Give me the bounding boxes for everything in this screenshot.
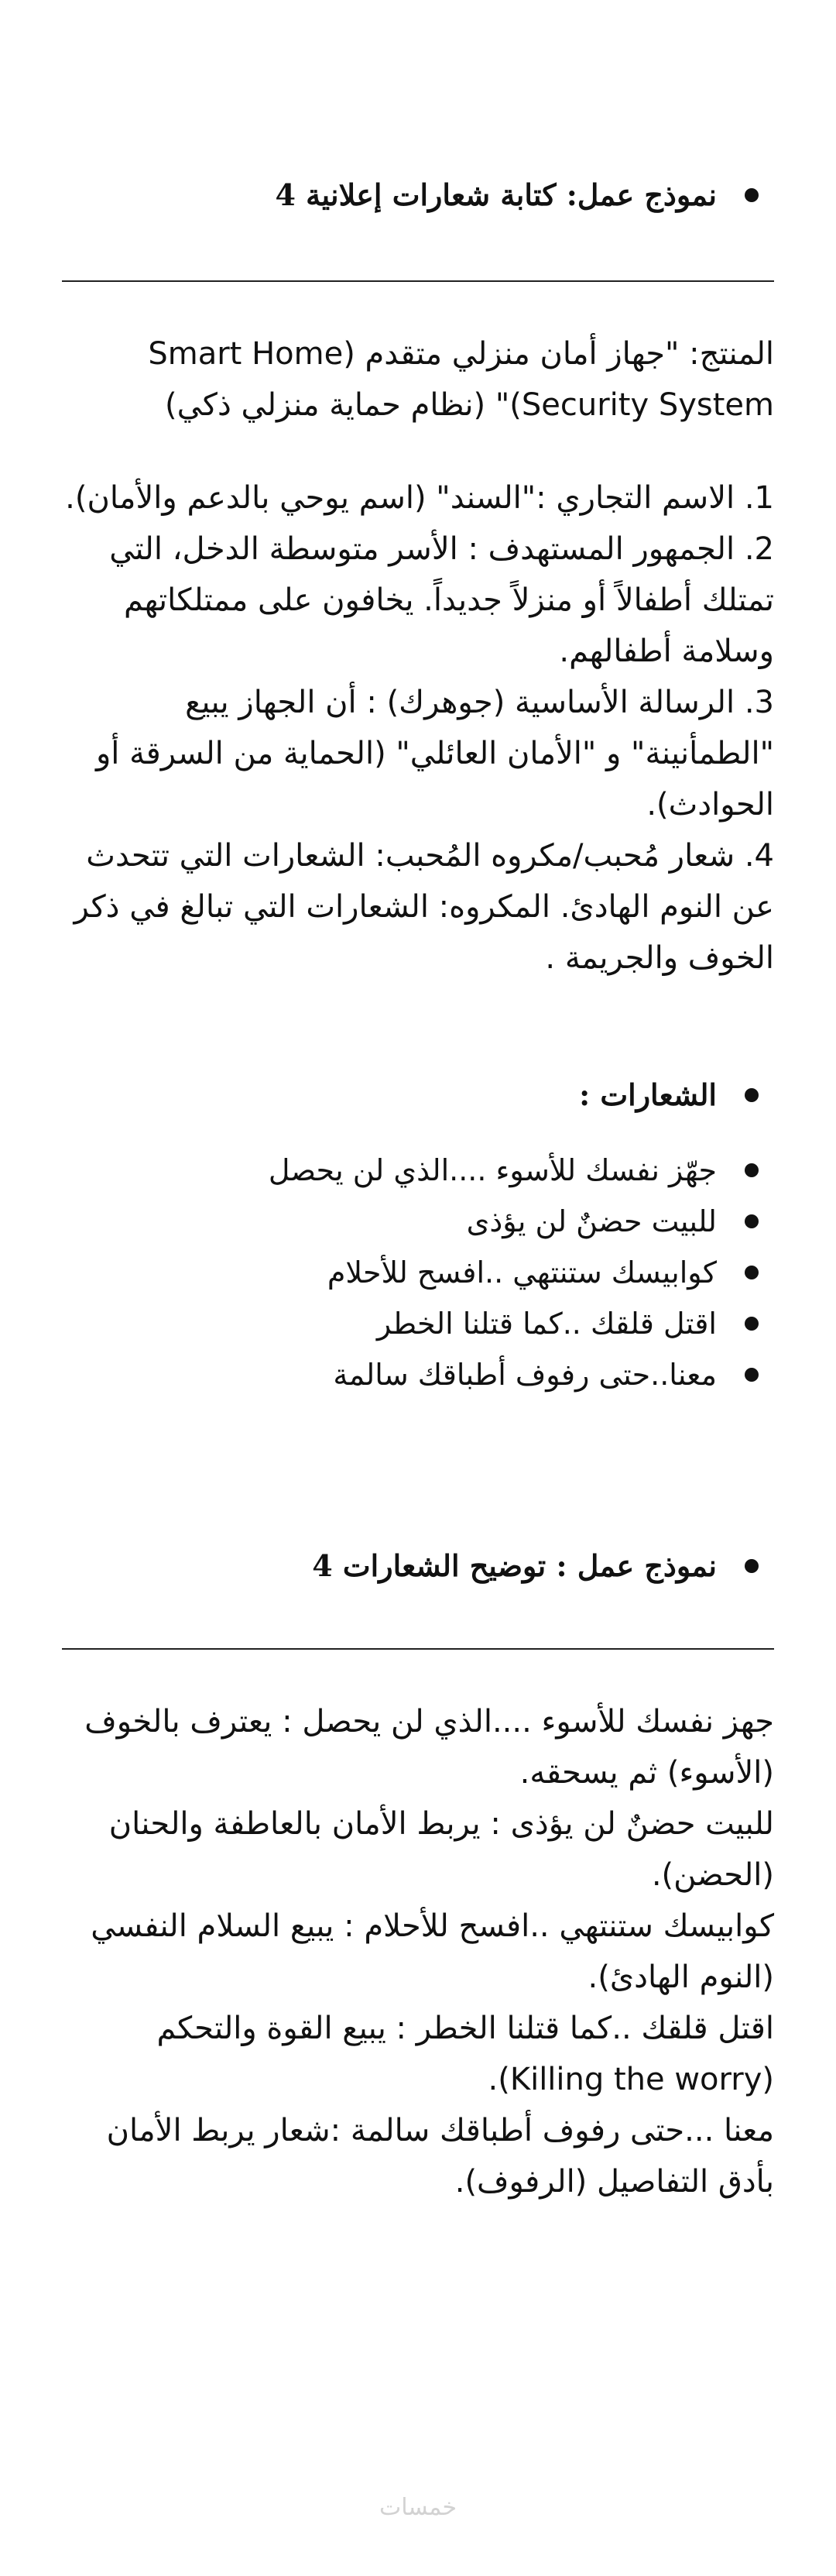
watermark: خمسات (379, 2494, 457, 2521)
slogan-item (93, 1196, 759, 1247)
bullet-icon (745, 1368, 759, 1382)
slogan-item (93, 1298, 759, 1349)
slogans-heading-text: الشعارات : (579, 1077, 717, 1112)
divider-line (62, 280, 774, 282)
section1-heading (77, 172, 759, 218)
slogan-text: اقتل قلقك ..كما قتلنا الخطر (376, 1307, 717, 1341)
brief-item-name: 1. الاسم التجاري :"السند" (اسم يوحي بالدعم والأمان). (65, 480, 774, 516)
brief-item-message: 3. الرسالة الأساسية (جوهرك) : أن الجهاز يبيع "الطمأنينة" و "الأمان العائلي" (الحماية من السرقة أو الحوادث). (95, 685, 774, 823)
brief-list (62, 472, 774, 984)
product-text: المنتج: "جهاز أمان منزلي متقدم (Smart Home Security System)" (نظام حماية منزلي ذكي) (148, 336, 774, 423)
brief-item-preference: 4. شعار مُحبب/مكروه المُحبب: الشعارات التي تتحدث عن النوم الهادئ. المكروه: الشعارات التي تبالغ في ذكر الخوف والجريمة . (74, 838, 774, 976)
bullet-icon (745, 1266, 759, 1279)
explanation-item: اقتل قلقك ..كما قتلنا الخطر : يبيع القوة والتحكم (Killing the worry). (156, 2011, 774, 2097)
bullet-icon (745, 188, 759, 202)
bullet-icon (745, 1214, 759, 1228)
section2-heading (77, 1543, 759, 1589)
section1-heading-text: نموذج عمل: كتابة شعارات إعلانية 4 (275, 177, 717, 212)
brief-item-audience: 2. الجمهور المستهدف : الأسر متوسطة الدخل، التي تمتلك أطفالاً أو منزلاً جديداً. يخافون على ممتلكاتهم وسلامة أطفالهم. (109, 531, 774, 669)
slogan-text: للبيت حضنٌ لن يؤذى (466, 1204, 717, 1238)
explanation-item: معنا ...حتى رفوف أطباقك سالمة :شعار يربط الأمان بأدق التفاصيل (الرفوف). (106, 2113, 774, 2200)
slogan-item (93, 1145, 759, 1196)
bullet-icon (745, 1163, 759, 1177)
slogans-heading (77, 1072, 759, 1118)
explanation-item: كوابيسك ستنتهي ..افسح للأحلام : يبيع السلام النفسي (النوم الهادئ). (91, 1908, 774, 1995)
product-paragraph (62, 328, 774, 431)
slogan-item (93, 1349, 759, 1400)
slogan-text: كوابيسك ستنتهي ..افسح للأحلام (327, 1255, 717, 1290)
bullet-icon (745, 1559, 759, 1573)
section2-heading-text: نموذج عمل : توضيح الشعارات 4 (312, 1548, 717, 1583)
bullet-icon (745, 1317, 759, 1331)
slogan-item (93, 1247, 759, 1298)
explanation-item: جهز نفسك للأسوء ....الذي لن يحصل : يعترف بالخوف (الأسوء) ثم يسحقه. (84, 1704, 774, 1791)
slogans-list (93, 1145, 759, 1400)
explanation-item: للبيت حضنٌ لن يؤذى : يربط الأمان بالعاطفة والحنان (الحضن). (108, 1806, 774, 1893)
divider-line (62, 1648, 774, 1650)
bullet-icon (745, 1088, 759, 1102)
explanations (46, 1696, 774, 2207)
slogan-text: جهّز نفسك للأسوء ....الذي لن يحصل (268, 1153, 717, 1187)
slogan-text: معنا..حتى رفوف أطباقك سالمة (333, 1358, 717, 1392)
